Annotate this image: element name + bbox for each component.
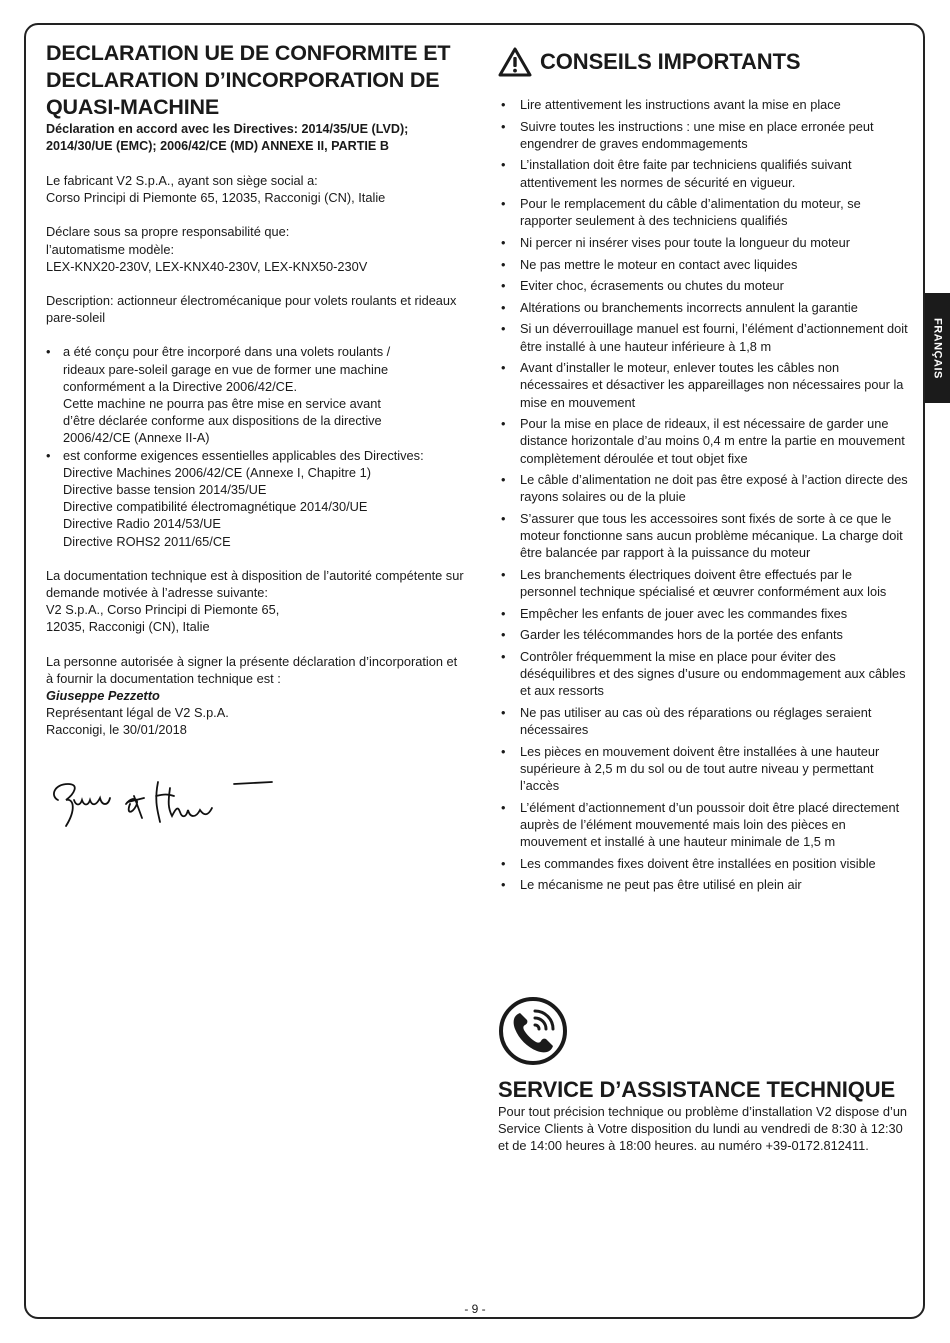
list-item: • Les branchements électriques doivent être effectués par le personnel technique spécialisé et œuvrer conformément aux lois [498,566,910,600]
list-item: • Ne pas mettre le moteur en contact avec liquides [498,256,910,273]
list-item: • Les commandes fixes doivent être installées en position visible [498,855,910,872]
list-item: • Garder les télécommandes hors de la portée des enfants [498,626,910,643]
documentation-paragraph: La documentation technique est à disposition de l’autorité compétente sur demande motivée à l’adresse suivante: V2 S.p.A., Corso Principi di Piemonte 65, 12035, Racconigi (CN), Italie [46,567,464,635]
signatory-intro: La personne autorisée à signer la présente déclaration d’incorporation et à fournir la documentation technique est : [46,653,458,686]
conseils-header [498,40,910,84]
list-item: • Le câble d’alimentation ne doit pas être exposé à l’action directe des rayons solaires ou de la pluie [498,471,910,505]
list-item: • a été conçu pour être incorporé dans una volets roulants / rideaux pare-soleil garage en vue de former une machine conformément a la Directive 2006/42/CE. Cette machine ne pourra pas être mise en service avant d’être déclarée conforme aux dispositions de la directive 2006/42/CE (Annexe II-A) [46,343,466,446]
service-section [498,996,910,1155]
manufacturer-paragraph: Le fabricant V2 S.p.A., ayant son siège social a: Corso Principi di Piemonte 65, 12035, Racconigi (CN), Italie [46,173,386,206]
list-item: • Lire attentivement les instructions avant la mise en place [498,96,910,113]
service-text: Pour tout précision technique ou problème d’installation V2 dispose d’un Service Clients à Votre disposition du lundi au vendredi de 8:30 à 12:30 et de 14:00 heures à 18:00 heures. au numéro +39-0172.812411. [498,1104,908,1154]
warning-triangle-icon [498,46,532,78]
list-item: • Si un déverrouillage manuel est fourni, l’élément d’actionnement doit être installé à une hauteur inférieure à 1,8 m [498,320,910,354]
description-paragraph: Description: actionneur électromécanique pour volets roulants et rideaux pare-soleil [46,293,457,326]
language-tab-label: FRANÇAIS [931,317,944,379]
list-item: • L’installation doit être faite par techniciens qualifiés suivant attentivement les normes de sécurité en vigueur. [498,156,910,190]
page-number [0,1302,950,1316]
list-item: • Pour la mise en place de rideaux, il est nécessaire de garder une distance horizontale d’au moins 0,4 m entre la partie en mouvement complètement déroulée et tout objet fixe [498,415,910,467]
title-line: QUASI-MACHINE [46,95,219,119]
declaration-bullets [46,343,466,549]
list-item: • Empêcher les enfants de jouer avec les commandes fixes [498,605,910,622]
handwritten-signature [46,770,286,830]
model-paragraph: Déclare sous sa propre responsabilité que: l’automatisme modèle: LEX-KNX20-230V, LEX-KNX40-230V, LEX-KNX50-230V [46,224,368,274]
list-item: • Altérations ou branchements incorrects annulent la garantie [498,299,910,316]
title-line: DECLARATION UE DE CONFORMITE ET [46,41,451,65]
list-item: • est conforme exigences essentielles applicables des Directives: Directive Machines 2006/42/CE (Annexe I, Chapitre 1) Directive basse tension 2014/35/UE Directive compatibilité électromagnétique 2014/30/UE Directive Radio 2014/53/UE Directive ROHS2 2011/65/CE [46,447,466,550]
list-item: • L’élément d’actionnement d’un poussoir doit être placé directement auprès de l’élément mouvementé mais loin des pièces en mouvement et installé à une hauteur minimale de 1,5 m [498,799,910,851]
page-number-label: - 9 - [460,1302,489,1316]
declaration-subtitle: Déclaration en accord avec les Directives: 2014/35/UE (LVD); 2014/30/UE (EMC); 2006/42/CE (MD) ANNEXE II, PARTIE B [46,122,409,153]
signatory-block [46,653,466,739]
phone-support-icon [498,996,568,1066]
signer-role: Représentant légal de V2 S.p.A. [46,705,229,721]
declaration-column [46,40,466,835]
list-item: • Contrôler fréquemment la mise en place pour éviter des déséquilibres et des signes d’usure ou endommagement aux câbles et aux ressorts [498,648,910,700]
list-item: • Les pièces en mouvement doivent être installées à une hauteur supérieure à 2,5 m du sol ou de tout autre niveau y permettant l’accès [498,743,910,795]
list-item: • S’assurer que tous les accessoires sont fixés de sorte à ce que le moteur fonctionne sans aucun problème mécanique. La charge doit être balancée par rapport à la puissance du moteur [498,510,910,562]
conseils-title: CONSEILS IMPORTANTS [540,49,801,74]
list-item: • Ni percer ni insérer vises pour toute la longueur du moteur [498,234,910,251]
list-item: • Le mécanisme ne peut pas être utilisé en plein air [498,876,910,893]
list-item: • Ne pas utiliser au cas où des réparations ou réglages seraient nécessaires [498,704,910,738]
service-title: SERVICE D’ASSISTANCE TECHNIQUE [498,1077,896,1102]
list-item: • Eviter choc, écrasements ou chutes du moteur [498,277,910,294]
advice-column [498,40,910,898]
declaration-title [46,40,466,121]
language-tab [925,293,950,403]
title-line: DECLARATION D’INCORPORATION DE [46,68,440,92]
list-item: • Suivre toutes les instructions : une mise en place erronée peut engendrer de graves endommagements [498,118,910,152]
list-item: • Pour le remplacement du câble d’alimentation du moteur, se rapporter seulement à des techniciens qualifiés [498,195,910,229]
signer-name: Giuseppe Pezzetto [46,688,160,704]
list-item: • Avant d’installer le moteur, enlever toutes les câbles non nécessaires et désactiver les appareillages non nécessaires pour la mise en mouvement [498,359,910,411]
advice-list [498,96,910,894]
place-date: Racconigi, le 30/01/2018 [46,722,187,738]
